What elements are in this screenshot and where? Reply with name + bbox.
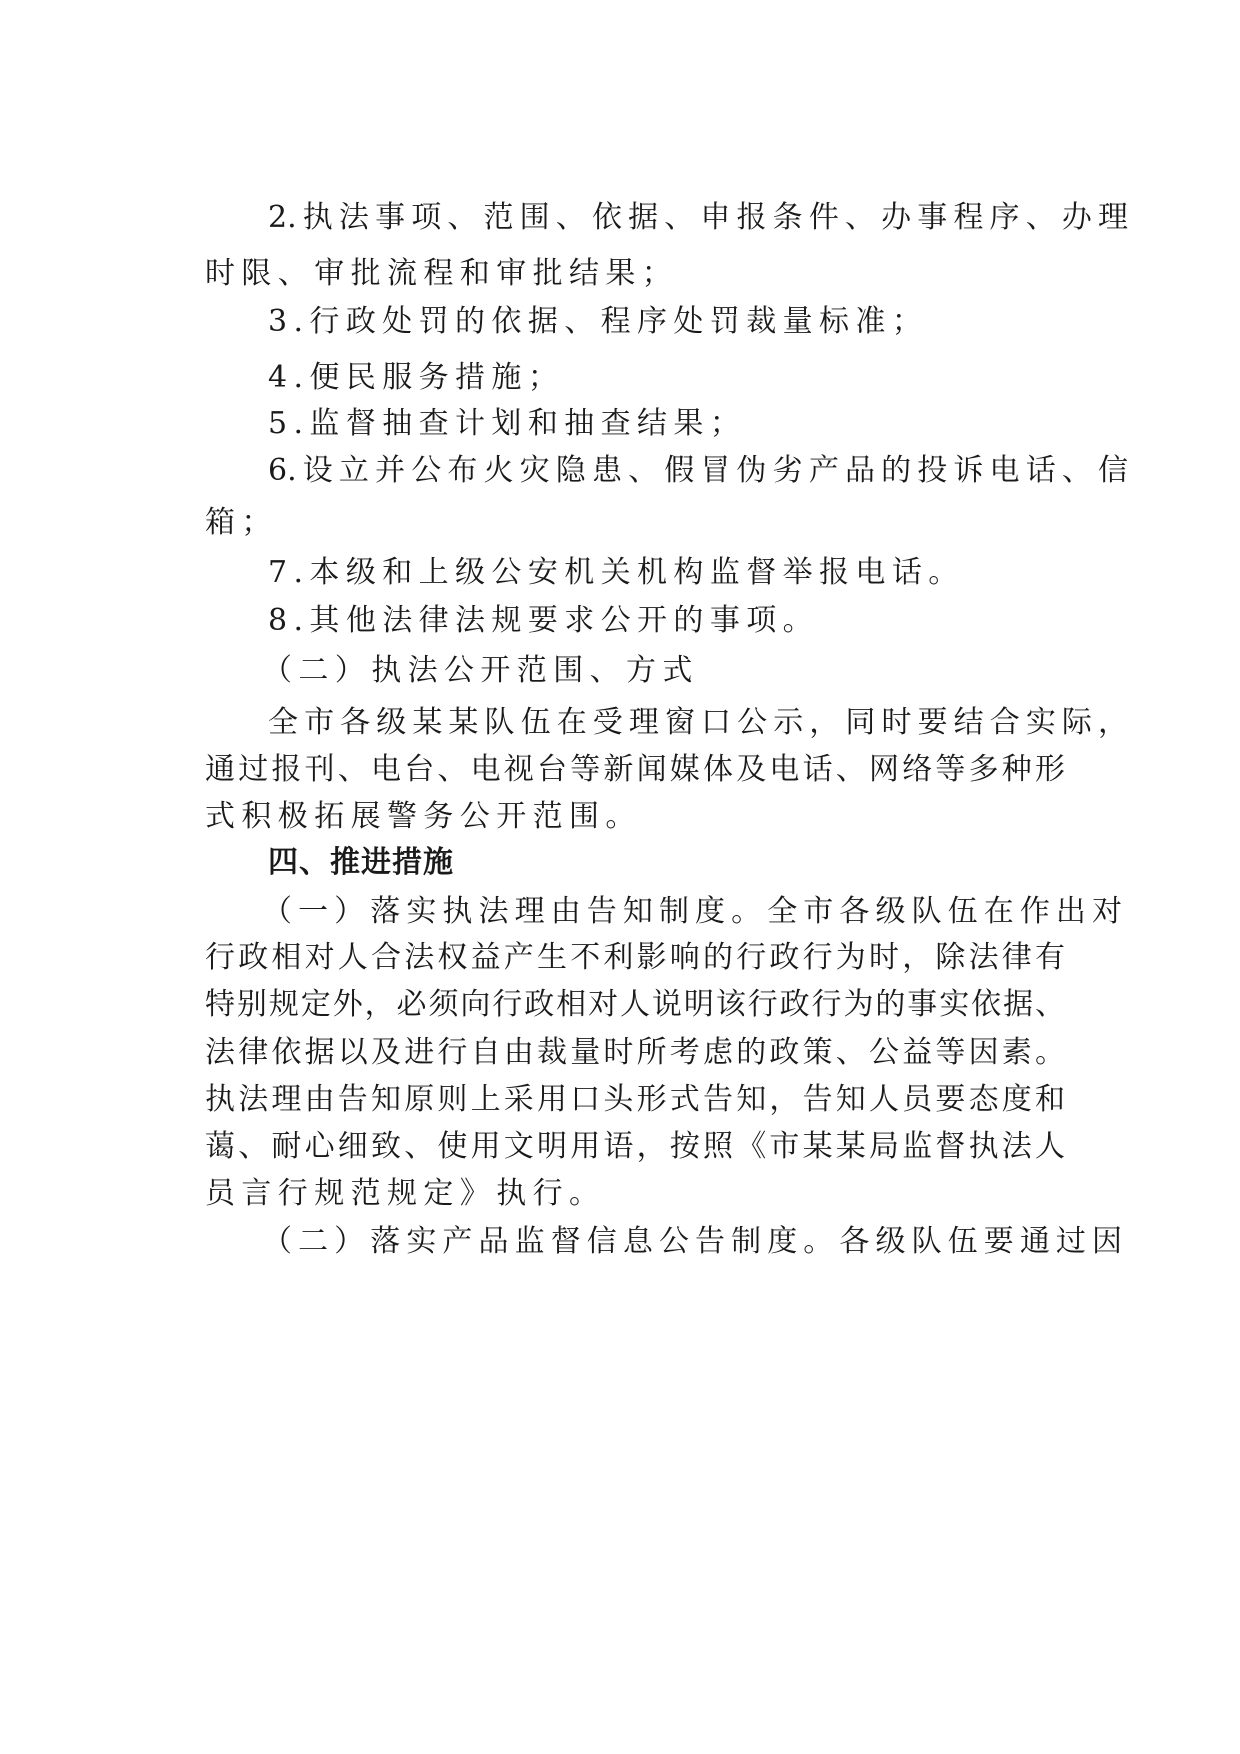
list-item-2-line-2: 时限、审批流程和审批结果； [205,256,679,291]
paragraph-measure-1-line-1: （一）落实执法理由告知制度。全市各级队伍在作出对 [262,894,1122,929]
paragraph-measure-1-line-3: 特别规定外，必须向行政相对人说明该行政行为的事实依据、 [205,987,1065,1022]
paragraph-measure-1-line-2: 行政相对人合法权益产生不利影响的行政行为时，除法律有 [205,940,1065,975]
list-item-6-line-2: 箱； [205,505,278,540]
paragraph-scope-line-3: 式积极拓展警务公开范围。 [205,799,642,834]
section-heading-measures: 四、推进措施 [268,845,454,880]
list-item-7: 7.本级和上级公安机关机构监督举报电话。 [268,555,965,590]
list-item-8: 8.其他法律法规要求公开的事项。 [268,603,820,638]
paragraph-scope-line-1: 全市各级某某队伍在受理窗口公示，同时要结合实际， [268,705,1128,740]
paragraph-measure-2-line-1: （二）落实产品监督信息公告制度。各级队伍要通过因 [262,1224,1122,1259]
paragraph-measure-1-line-4: 法律依据以及进行自由裁量时所考虑的政策、公益等因素。 [205,1035,1065,1070]
subsection-heading-scope: （二）执法公开范围、方式 [262,653,699,688]
list-item-3: 3.行政处罚的依据、程序处罚裁量标准； [268,304,929,339]
list-item-2-line-1: 2.执法事项、范围、依据、申报条件、办事程序、办理 [268,200,1128,235]
paragraph-measure-1-line-7: 员言行规范规定》执行。 [205,1176,606,1211]
list-item-6-line-1: 6.设立并公布火灾隐患、假冒伪劣产品的投诉电话、信 [268,453,1128,488]
paragraph-measure-1-line-6: 蔼、耐心细致、使用文明用语，按照《市某某局监督执法人 [205,1129,1065,1164]
list-item-4: 4.便民服务措施； [268,360,565,395]
list-item-5: 5.监督抽查计划和抽查结果； [268,406,747,441]
paragraph-measure-1-line-5: 执法理由告知原则上采用口头形式告知，告知人员要态度和 [205,1082,1065,1117]
paragraph-scope-line-2: 通过报刊、电台、电视台等新闻媒体及电话、网络等多种形 [205,752,1065,787]
